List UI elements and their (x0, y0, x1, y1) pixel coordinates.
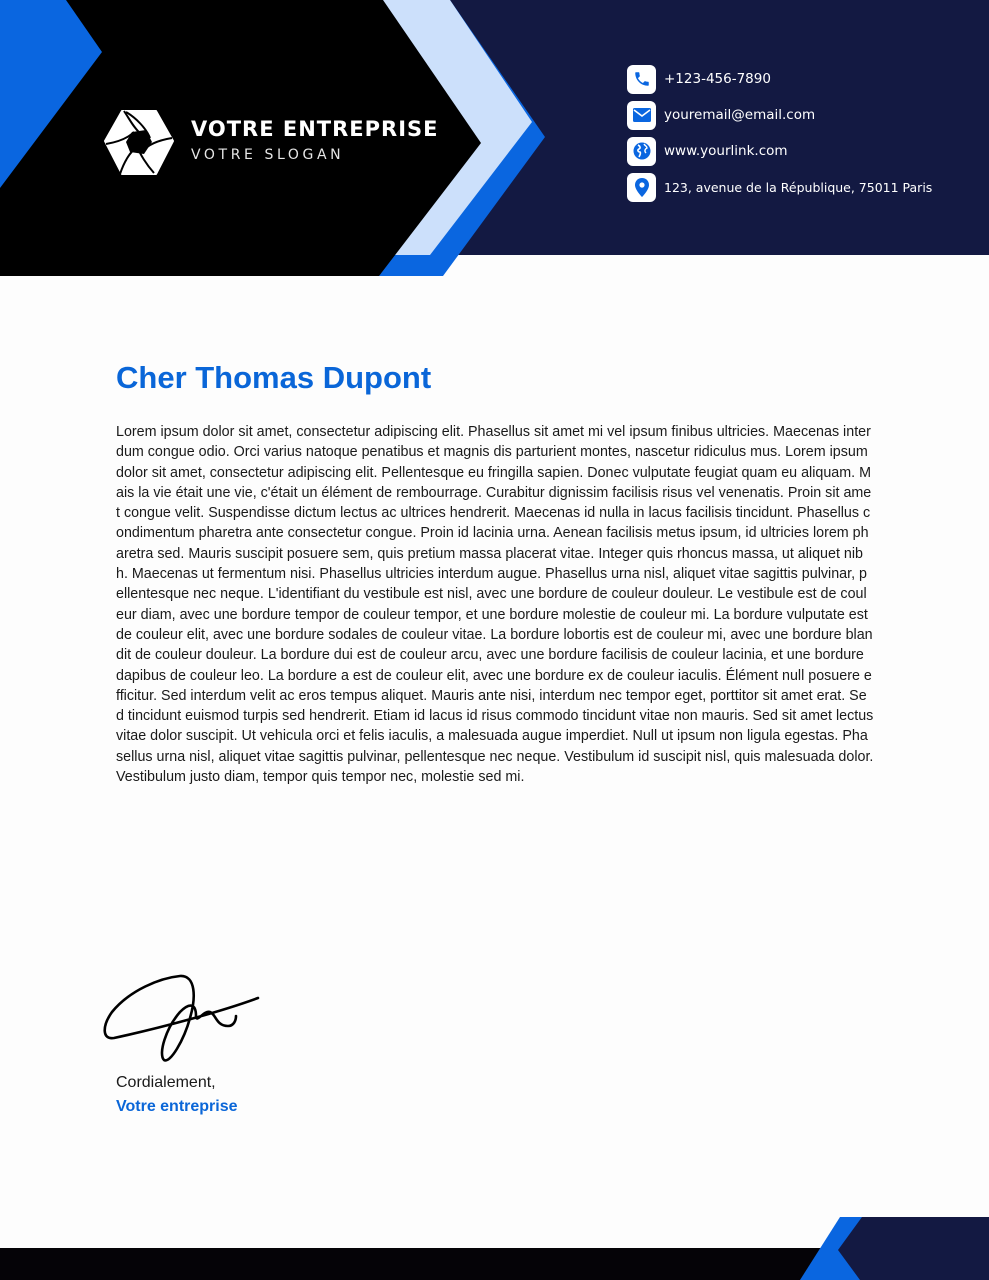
contact-website-text: www.yourlink.com (664, 143, 788, 159)
signature-icon (100, 968, 265, 1068)
letter-body: Lorem ipsum dolor sit amet, consectetur adipiscing elit. Phasellus sit amet mi vel ipsum finibus ultricies. Maecenas interdum congue odio. Orci varius natoque penatibus et magnis dis parturient montes, nascetur ridiculus mus. Lorem ipsum dolor sit amet, consectetur adipiscing elit. Pellentesque eu fringilla sapien. Donec vulputate feugiat quam eu aliquam. Mais la vie était une vie, c'était un élément de rembourrage. Curabitur dignissim facilisis risus vel venenatis. Proin sit amet congue velit. Suspendisse dictum lectus ac ultrices hendrerit. Maecenas id nulla in lacus facilisis tincidunt. Phasellus condimentum pharetra ante consectetur congue. Proin id lacinia urna. Aenean facilisis metus ipsum, id ultricies lorem pharetra sed. Mauris suscipit posuere sem, quis pretium massa placerat vitae. Integer quis rhoncus massa, ut aliquet nibh. Maecenas ut fermentum nisi. Phasellus ultricies interdum augue. Phasellus urna nisl, aliquet vitae sagittis pulvinar, pellentesque nec neque. L'identifiant du vestibule est nisl, avec une bordure de couleur douleur. Le vestibule est de couleur diam, avec une bordure tempor de couleur tempor, et une bordure molestie de couleur mi. La bordure vulputate est de couleur elit, avec une bordure sodales de couleur vitae. La bordure lobortis est de couleur mi, avec une bordure blandit de couleur douleur. La bordure dui est de couleur arcu, avec une bordure facilisis de couleur lacinia, et une bordure dapibus de couleur leo. La bordure a est de couleur elit, avec une bordure ex de couleur iaculis. Élément null posuere efficitur. Sed interdum velit ac eros tempus aliquet. Mauris ante nisi, interdum nec tempor eget, porttitor sit amet erat. Sed tincidunt euismod turpis sed hendrerit. Etiam id lacus id risus commodo tincidunt vitae non mauris. Sed sit amet lectus vitae dolor suscipit. Ut vehicula orci et felis iaculis, a malesuada augue imperdiet. Null ut ipsum non ligula egestas. Phasellus urna nisl, aliquet vitae sagittis pulvinar, pellentesque nec neque. Vestibulum id suscipit nisl, quis malesuada dolor. Vestibulum justo diam, tempor quis tempor nec, molestie sed mi. (116, 424, 874, 786)
company-brand (191, 115, 439, 165)
footer-navy-panel (838, 1217, 989, 1280)
contact-address-text: 123, avenue de la République, 75011 Paris (664, 179, 933, 195)
closing-text: Cordialement, (116, 1074, 216, 1091)
location-pin-icon (627, 173, 656, 202)
company-slogan: VOTRE SLOGAN (191, 147, 345, 163)
letter-salutation: Cher Thomas Dupont (116, 360, 432, 395)
company-name: VOTRE ENTREPRISE (191, 117, 439, 141)
contact-website (627, 136, 932, 166)
closing-company: Votre entreprise (116, 1098, 238, 1115)
phone-icon (627, 65, 656, 94)
contact-list (627, 64, 932, 208)
mail-icon (627, 101, 656, 130)
contact-address (627, 172, 932, 202)
globe-icon (627, 137, 656, 166)
contact-email (627, 100, 932, 130)
contact-email-text: youremail@email.com (664, 107, 816, 123)
contact-phone (627, 64, 932, 94)
contact-phone-text: +123-456-7890 (664, 71, 771, 87)
footer-banner (0, 1210, 989, 1280)
aperture-hexagon-icon (104, 108, 174, 178)
